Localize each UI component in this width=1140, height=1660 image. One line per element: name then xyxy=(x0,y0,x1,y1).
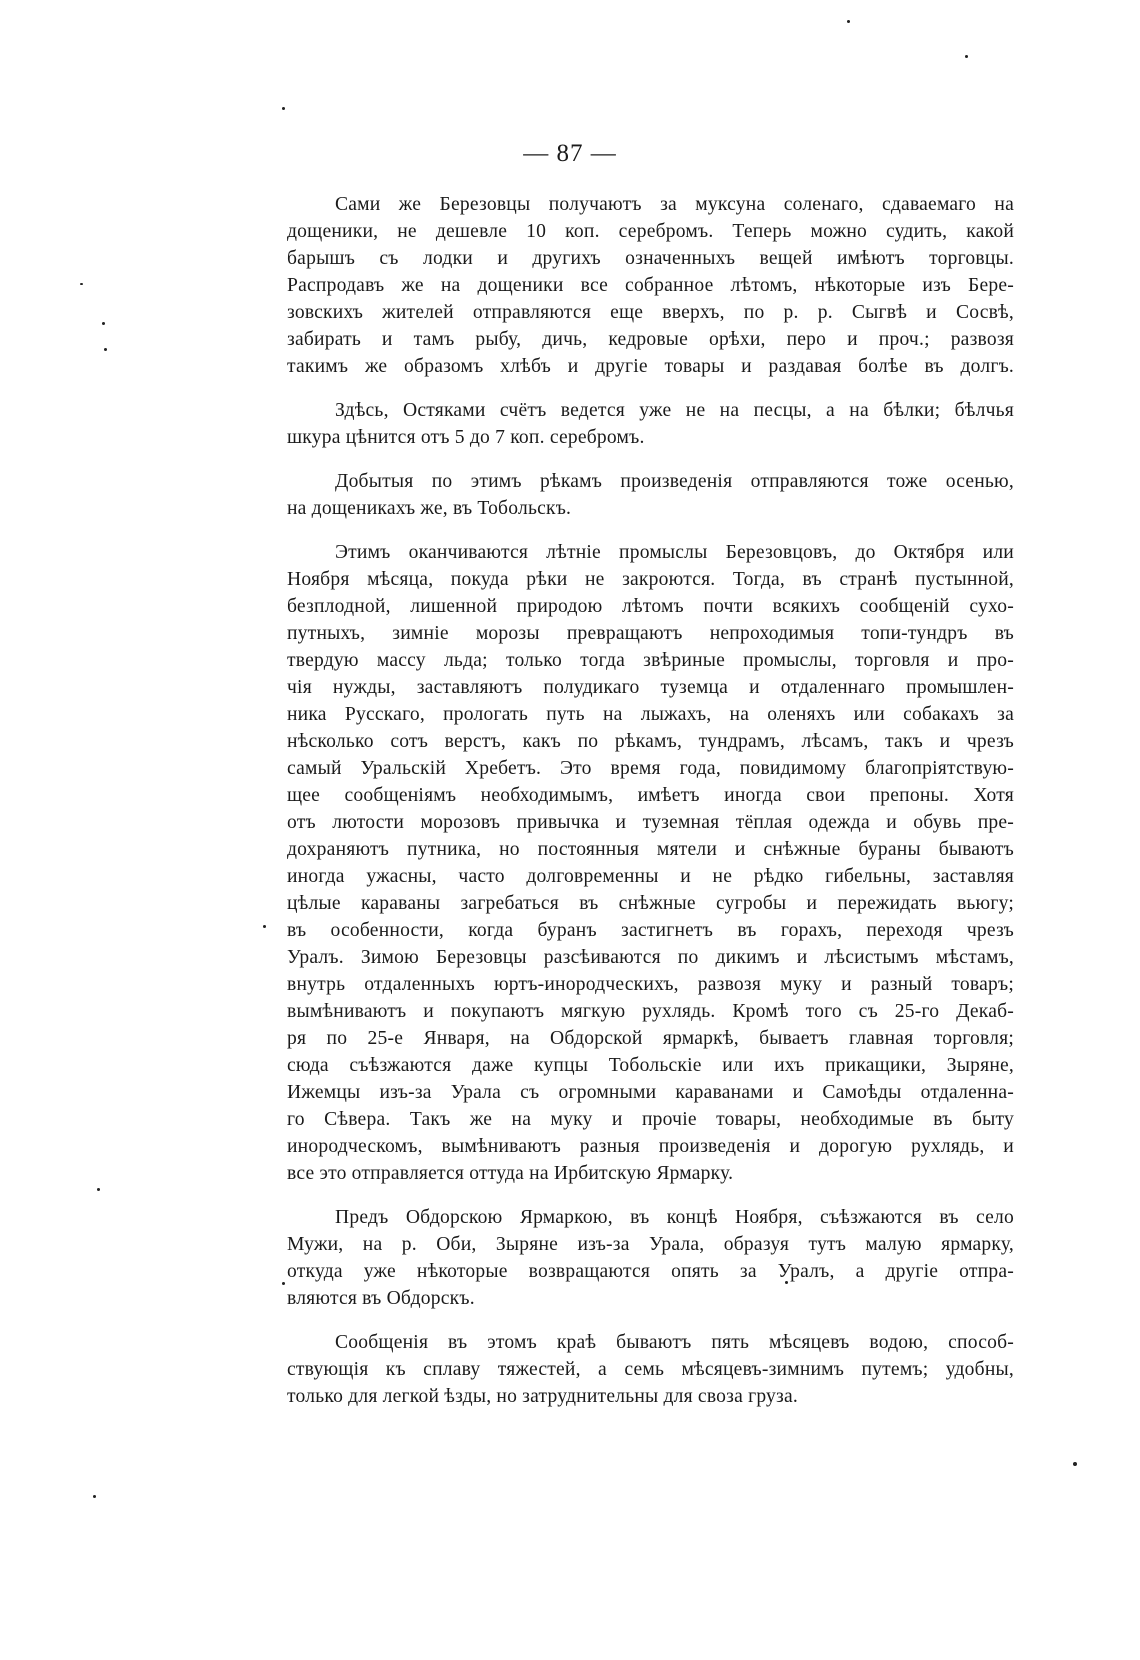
text-line: Здѣсь, Остяками счётъ ведется уже не на песцы, а на бѣлки; бѣлчья xyxy=(335,400,1014,421)
text-line: путныхъ, зимніе морозы превращаютъ непроходимыя топи-тундръ въ xyxy=(287,623,1014,644)
text-line: Ноября мѣсяца, покуда рѣки не закроются. Тогда, въ странѣ пустынной, xyxy=(287,569,1014,590)
text-line: только для легкой ѣзды, но затруднительны для своза груза. xyxy=(287,1386,798,1407)
text-line: самый Уральскій Хребетъ. Это время года, повидимому благопріятствую- xyxy=(287,758,1014,779)
paragraph xyxy=(287,468,1014,522)
text-line: зовскихъ жителей отправляются еще вверхъ, по р. р. Сыгвѣ и Сосвѣ, xyxy=(287,302,1014,323)
text-line: Сами же Березовцы получаютъ за муксуна соленаго, сдаваемаго на xyxy=(335,194,1014,215)
paragraph xyxy=(287,191,1014,380)
scan-speck xyxy=(80,283,83,285)
text-line: чія нужды, заставляютъ полудикаго туземца и отдаленнаго промышлен- xyxy=(287,677,1014,698)
text-line: Уралъ. Зимою Березовцы разсѣиваются по дикимъ и лѣсистымъ мѣстамъ, xyxy=(287,947,1014,968)
scan-speck xyxy=(282,107,285,110)
scan-speck xyxy=(965,55,968,58)
scan-speck xyxy=(1073,1462,1077,1466)
scan-speck xyxy=(263,925,266,928)
text-line: на дощеникахъ же, въ Тобольскъ. xyxy=(287,498,572,519)
text-line: такимъ же образомъ хлѣбъ и другіе товары и раздавая болѣе въ долгъ. xyxy=(287,356,1014,377)
paragraph xyxy=(287,1329,1014,1410)
text-line: инородческомъ, вымѣниваютъ разныя произведенія и дорогую рухлядь, и xyxy=(287,1136,1014,1157)
text-line: вляются въ Обдорскъ. xyxy=(287,1288,475,1309)
text-line: дощеники, не дешевле 10 коп. серебромъ. Теперь можно судить, какой xyxy=(287,221,1014,242)
text-line: шкура цѣнится отъ 5 до 7 коп. серебромъ. xyxy=(287,427,645,448)
page-number: — 87 — xyxy=(523,140,617,167)
text-line: иногда ужасны, часто долговременны и не рѣдко гибельны, заставляя xyxy=(287,866,1014,887)
text-line: Мужи, на р. Оби, Зыряне изъ-за Урала, образуя тутъ малую ярмарку, xyxy=(287,1234,1014,1255)
text-line: нѣсколько сотъ верстъ, какъ по рѣкамъ, тундрамъ, лѣсамъ, такъ и чрезъ xyxy=(287,731,1014,752)
text-line: откуда уже нѣкоторые возвращаются опять за Уралъ, а другіе отпра- xyxy=(287,1261,1014,1282)
text-line: забирать и тамъ рыбу, дичь, кедровые орѣхи, перо и проч.; развозя xyxy=(287,329,1014,350)
text-line: безплодной, лишенной природою лѣтомъ почти всякихъ сообщеній сухо- xyxy=(287,596,1014,617)
text-line: Сообщенія въ этомъ краѣ бываютъ пять мѣсяцевъ водою, способ- xyxy=(335,1332,1014,1353)
text-line: Ижемцы изъ-за Урала съ огромными караванами и Самоѣды отдаленна- xyxy=(287,1082,1014,1103)
text-line: вымѣниваютъ и покупаютъ мягкую рухлядь. Кромѣ того съ 25-го Декаб- xyxy=(287,1001,1014,1022)
scan-speck xyxy=(97,1188,100,1191)
text-line: барышъ съ лодки и другихъ означенныхъ вещей имѣютъ торговцы. xyxy=(287,248,1014,269)
text-line: твердую массу льда; только тогда звѣриные промыслы, торговля и про- xyxy=(287,650,1014,671)
text-line: го Сѣвера. Такъ же на муку и прочіе товары, необходимые въ быту xyxy=(287,1109,1014,1130)
paragraph xyxy=(287,1204,1014,1312)
text-line: ника Русскаго, прологать путь на лыжахъ, на оленяхъ или собакахъ за xyxy=(287,704,1014,725)
text-line: цѣлые караваны загребаться въ снѣжные сугробы и пережидать вьюгу; xyxy=(287,893,1014,914)
paragraph xyxy=(287,539,1014,1187)
text-line: внутрь отдаленныхъ юртъ-инородческихъ, развозя муку и разный товаръ; xyxy=(287,974,1014,995)
text-line: все это отправляется оттуда на Ирбитскую Ярмарку. xyxy=(287,1163,734,1184)
text-line: въ особенности, когда буранъ застигнетъ въ горахъ, переходя чрезъ xyxy=(287,920,1014,941)
text-line: отъ лютости морозовъ привычка и туземная тёплая одежда и обувь пре- xyxy=(287,812,1014,833)
body-text xyxy=(287,191,1014,1427)
text-line: сюда съѣзжаются даже купцы Тобольскіе или ихъ прикащики, Зыряне, xyxy=(287,1055,1014,1076)
paragraph xyxy=(287,397,1014,451)
text-line: щее сообщеніямъ необходимымъ, имѣетъ иногда свои препоны. Хотя xyxy=(287,785,1014,806)
text-line: Этимъ оканчиваются лѣтніе промыслы Березовцовъ, до Октября или xyxy=(335,542,1014,563)
text-line: Предъ Обдорскою Ярмаркою, въ концѣ Ноября, съѣзжаются въ село xyxy=(335,1207,1014,1228)
scan-speck xyxy=(104,348,107,351)
scan-speck xyxy=(847,20,850,23)
scan-speck xyxy=(102,322,105,325)
scan-speck xyxy=(93,1495,96,1498)
text-line: Добытыя по этимъ рѣкамъ произведенія отправляются тоже осенью, xyxy=(335,471,1014,492)
text-line: дохраняютъ путника, но постоянныя мятели и снѣжные бураны бываютъ xyxy=(287,839,1014,860)
text-line: ря по 25-е Января, на Обдорской ярмаркѣ, бываетъ главная торговля; xyxy=(287,1028,1014,1049)
text-line: Распродавъ же на дощеники все собранное лѣтомъ, нѣкоторые изъ Бере- xyxy=(287,275,1014,296)
scan-speck xyxy=(282,1282,285,1285)
text-line: ствующія къ сплаву тяжестей, а семь мѣсяцевъ-зимнимъ путемъ; удобны, xyxy=(287,1359,1014,1380)
